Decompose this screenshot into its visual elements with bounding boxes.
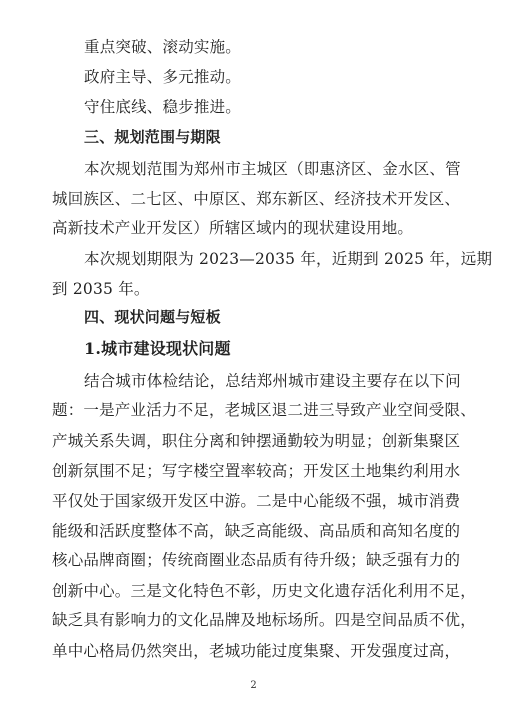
principle-line: 守住底线、稳步推进。 bbox=[84, 98, 242, 116]
principle-line: 重点突破、滚动实施。 bbox=[84, 38, 242, 56]
paragraph-line: 题：一是产业活力不足，老城区退二进三导致产业空间受限、 bbox=[52, 401, 476, 419]
paragraph-line: 城回族区、二七区、中原区、郑东新区、经济技术开发区、 bbox=[52, 190, 461, 208]
section-heading: 三、规划范围与期限 bbox=[84, 128, 221, 146]
paragraph-line: 平仅处于国家级开发区中游。二是中心能级不强，城市消费 bbox=[52, 492, 461, 510]
paragraph-line: 本次规划期限为 2023—2035 年，近期到 2025 年，远期 bbox=[84, 250, 493, 268]
paragraph-line: 结合城市体检结论，总结郑州城市建设主要存在以下问 bbox=[84, 372, 461, 390]
paragraph-line: 创新氛围不足；写字楼空置率较高；开发区土地集约利用水 bbox=[52, 462, 461, 480]
paragraph-line: 本次规划范围为郑州市主城区（即惠济区、金水区、管 bbox=[84, 160, 461, 178]
paragraph-line: 核心品牌商圈；传统商圈业态品质有待升级；缺乏强有力的 bbox=[52, 551, 461, 569]
principle-line: 政府主导、多元推动。 bbox=[84, 68, 242, 86]
paragraph-line: 单中心格局仍然突出，老城功能过度集聚、开发强度过高， bbox=[52, 642, 461, 660]
paragraph-line: 高新技术产业开发区）所辖区域内的现状建设用地。 bbox=[52, 219, 414, 237]
page-number: 2 bbox=[250, 680, 257, 691]
paragraph-line: 能级和活跃度整体不高，缺乏高能级、高品质和高知名度的 bbox=[52, 522, 461, 540]
subsection-heading: 1.城市建设现状问题 bbox=[84, 339, 231, 358]
paragraph-line: 到 2035 年。 bbox=[52, 280, 150, 298]
paragraph-line: 创新中心。三是文化特色不彰，历史文化遗存活化利用不足， bbox=[52, 582, 476, 600]
paragraph-line: 缺乏具有影响力的文化品牌及地标场所。四是空间品质不优， bbox=[52, 611, 476, 629]
paragraph-line: 产城关系失调，职住分离和钟摆通勤较为明显；创新集聚区 bbox=[52, 432, 461, 450]
section-heading: 四、现状问题与短板 bbox=[84, 308, 221, 326]
